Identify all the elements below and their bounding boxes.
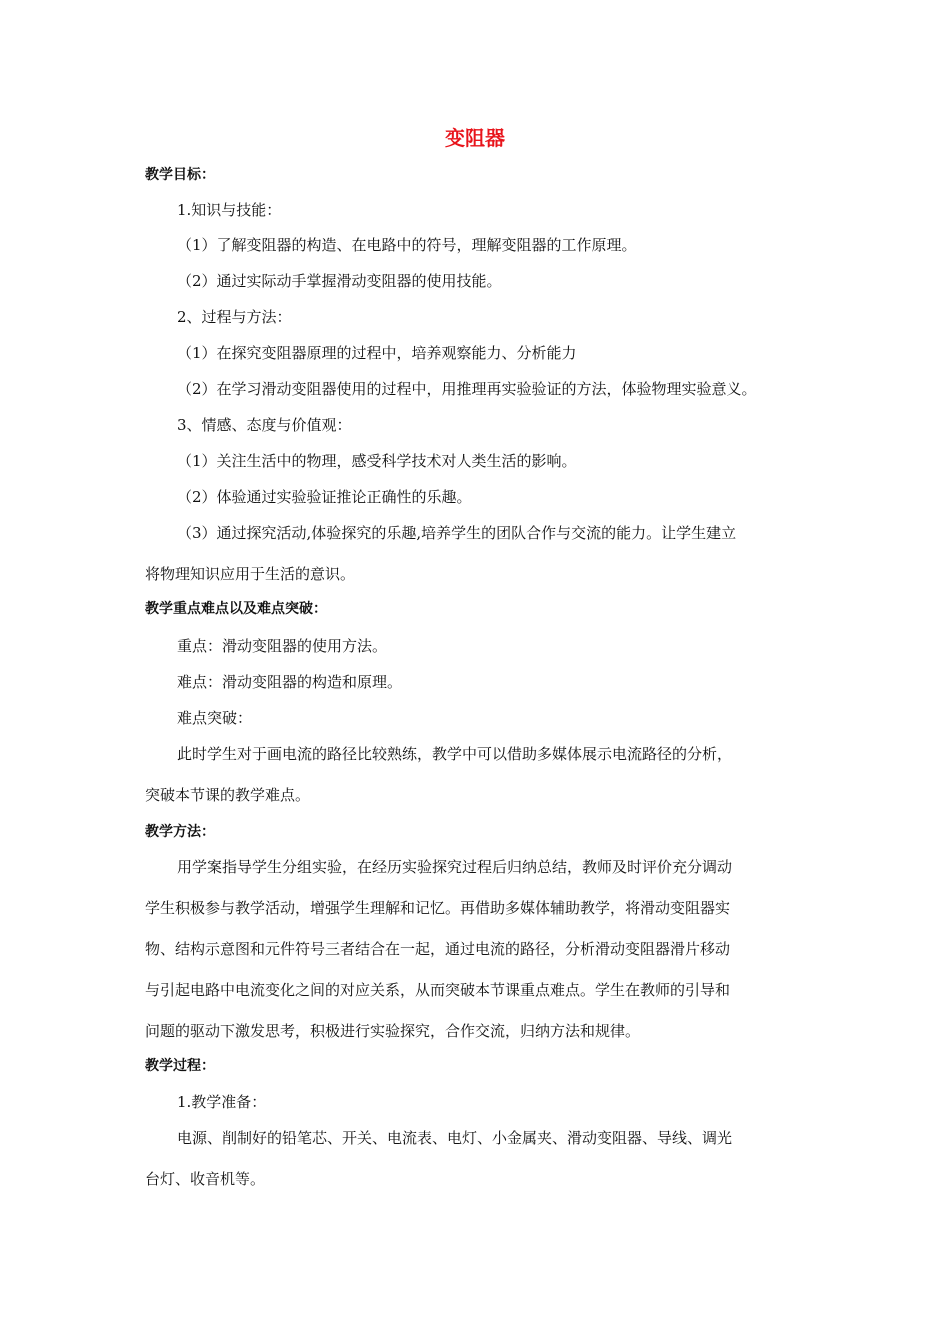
paragraph-line: （1）在探究变阻器原理的过程中，培养观察能力、分析能力 [177,344,577,362]
paragraph-line: 问题的驱动下激发思考，积极进行实验探究，合作交流，归纳方法和规律。 [145,1022,641,1040]
paragraph-line: 1.知识与技能： [177,201,282,219]
paragraph-line: （2）通过实际动手掌握滑动变阻器的使用技能。 [177,272,502,290]
paragraph-line: （3）通过探究活动,体验探究的乐趣,培养学生的团队合作与交流的能力。让学生建立 [177,524,737,542]
paragraph-line: 难点：滑动变阻器的构造和原理。 [177,673,403,691]
paragraph-line: 用学案指导学生分组实验，在经历实验探究过程后归纳总结，教师及时评价充分调动 [177,858,733,876]
paragraph-line: 物、结构示意图和元件符号三者结合在一起，通过电流的路径，分析滑动变阻器滑片移动 [145,940,731,958]
section-heading-key-points: 教学重点难点以及难点突破： [145,601,327,617]
paragraph-line: 此时学生对于画电流的路径比较熟练，教学中可以借助多媒体展示电流路径的分析， [177,745,733,763]
paragraph-line: 难点突破： [177,709,253,727]
paragraph-line: 2、过程与方法： [177,308,292,326]
paragraph-line: 重点：滑动变阻器的使用方法。 [177,637,388,655]
paragraph-line: 电源、削制好的铅笔芯、开关、电流表、电灯、小金属夹、滑动变阻器、导线、调光 [177,1129,733,1147]
paragraph-line: （1）了解变阻器的构造、在电路中的符号，理解变阻器的工作原理。 [177,236,637,254]
paragraph-line: 学生积极参与教学活动，增强学生理解和记忆。再借助多媒体辅助教学，将滑动变阻器实 [145,899,731,917]
paragraph-line: 3、情感、态度与价值观： [177,416,352,434]
paragraph-line: 台灯、收音机等。 [145,1170,266,1188]
paragraph-line: 将物理知识应用于生活的意识。 [145,565,356,583]
paragraph-line: （2）在学习滑动变阻器使用的过程中，用推理再实验验证的方法，体验物理实验意义。 [177,380,757,398]
paragraph-line: 突破本节课的教学难点。 [145,786,311,804]
section-heading-methods: 教学方法： [145,824,215,840]
paragraph-line: 与引起电路中电流变化之间的对应关系，从而突破本节课重点难点。学生在教师的引导和 [145,981,731,999]
section-heading-process: 教学过程： [145,1058,215,1074]
paragraph-line: （2）体验通过实验验证推论正确性的乐趣。 [177,488,472,506]
paragraph-line: （1）关注生活中的物理，感受科学技术对人类生活的影响。 [177,452,577,470]
paragraph-line: 1.教学准备： [177,1093,267,1111]
document-title: 变阻器 [445,126,505,150]
section-heading-objectives: 教学目标： [145,167,215,183]
